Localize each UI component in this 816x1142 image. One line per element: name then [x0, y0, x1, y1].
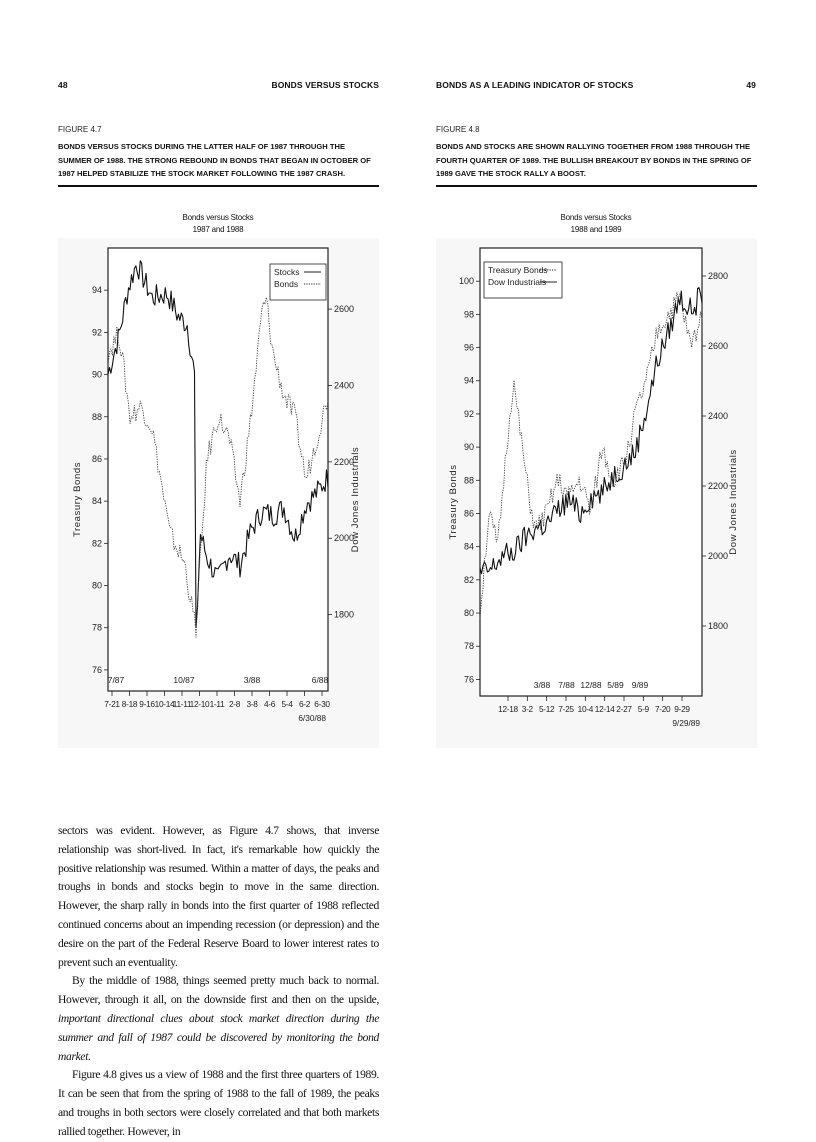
- caption-rule-right: [436, 185, 757, 187]
- c1-y-tick-label: 76: [463, 674, 474, 685]
- paragraph-2: [58, 972, 379, 1066]
- page-number-right: 49: [746, 80, 756, 90]
- c1-end-date-label: 9/29/89: [672, 718, 700, 728]
- figure-caption-4-8: BONDS AND STOCKS ARE SHOWN RALLYING TOGETHER FROM 1988 THROUGH THE FOURTH QUARTER OF 1989. THE BULLISH BREAKOUT BY BONDS IN THE SPRING OF 1989 GAVE THE STOCK RALLY A BOOST.: [436, 142, 752, 178]
- c0-y2-tick-label: 2000: [334, 533, 355, 544]
- c1-y2-tick-label: 2200: [708, 481, 729, 491]
- c1-month-label: 12/88: [580, 680, 602, 690]
- c0-y-tick-label: 90: [91, 369, 102, 380]
- c0-x-tick-label: 6-2: [298, 699, 311, 709]
- c1-x-tick-label: 7-20: [654, 704, 671, 714]
- c1-y2-tick-label: 2000: [708, 551, 729, 561]
- c1-y-tick-label: 92: [463, 408, 474, 419]
- c0-y2-tick-label: 2600: [334, 304, 355, 315]
- c1-y2-tick-label: 2400: [708, 411, 729, 421]
- paragraph-3: Figure 4.8 gives us a view of 1988 and the first three quarters of 1989. It can be seen that from the spring of 1988 to the fall of 1989, the peaks and troughs in both sectors were closely correlated and that both markets rallied together. However, in: [58, 1068, 379, 1138]
- c0-y-tick-label: 88: [91, 411, 102, 422]
- c1-y-tick-label: 88: [463, 475, 474, 486]
- c1-y-tick-label: 100: [458, 276, 474, 287]
- c1-y2-tick-label: 1800: [708, 621, 729, 631]
- c1-y2-tick-label: 2800: [708, 271, 729, 281]
- c0-x-tick-label: 6-30: [314, 699, 330, 709]
- c0-x-tick-label: 1-11: [209, 699, 225, 709]
- body-text: [58, 822, 379, 1142]
- c0-x-tick-label: 8-18: [121, 699, 138, 709]
- c0-x-tick-label: 2-8: [228, 699, 241, 709]
- c1-y-tick-label: 78: [463, 641, 474, 652]
- c1-plot-frame: [480, 248, 702, 696]
- figure-label-4-7: FIGURE 4.7: [58, 125, 102, 134]
- chart-title-left-line2: 1987 and 1988: [192, 225, 244, 234]
- chart-title-right: [546, 212, 646, 236]
- page-number-left: 48: [58, 80, 68, 90]
- c1-y-tick-label: 80: [463, 608, 474, 619]
- c0-x-tick-label: 7-21: [104, 699, 120, 709]
- c0-y-tick-label: 78: [91, 622, 102, 633]
- c1-y-axis-label: Treasury Bonds: [448, 464, 459, 540]
- c1-x-tick-label: 9-29: [674, 704, 690, 714]
- c1-y-tick-label: 96: [463, 342, 474, 353]
- c1-x-tick-label: 3-2: [521, 704, 533, 714]
- c0-y2-tick-label: 1800: [334, 609, 355, 620]
- c0-month-label: 10/87: [173, 675, 195, 685]
- c1-x-tick-label: 12-18: [498, 704, 518, 714]
- c0-y2-tick-label: 2400: [334, 380, 355, 391]
- c1-legend-label: Dow Industrials: [488, 277, 547, 287]
- c1-legend-label: Treasury Bonds: [488, 265, 548, 275]
- c0-x-tick-label: 11-11: [172, 699, 192, 709]
- caption-rule-left: [58, 185, 379, 187]
- chart-title-left-line1: Bonds versus Stocks: [182, 213, 254, 222]
- c1-month-label: 3/88: [533, 680, 551, 690]
- c1-y2-axis-label: Dow Jones Industrials: [728, 449, 739, 555]
- c1-y2-tick-label: 2600: [708, 341, 729, 351]
- c0-x-tick-label: 10-14: [154, 699, 175, 709]
- c0-month-label: 7/87: [107, 675, 125, 685]
- c1-x-tick-label: 7-25: [558, 704, 574, 714]
- c0-month-label: 3/88: [243, 675, 261, 685]
- c0-end-date-label: 6/30/88: [298, 713, 326, 723]
- c1-x-tick-label: 2-27: [616, 704, 632, 714]
- paragraph-2-emphasis: important directional clues about stock market direction during the summer and fall of 1987 could be discovered by monitoring the bond market.: [58, 1011, 379, 1063]
- c0-y-tick-label: 92: [91, 327, 102, 338]
- c1-y-tick-label: 82: [463, 574, 474, 585]
- c0-y2-tick-label: 2200: [334, 456, 355, 467]
- c0-x-tick-label: 12-10: [189, 699, 210, 709]
- chart-title-left: [168, 212, 268, 236]
- figure-caption-4-7: BONDS VERSUS STOCKS DURING THE LATTER HALF OF 1987 THROUGH THE SUMMER OF 1988. THE STRONG REBOUND IN BONDS THAT BEGAN IN OCTOBER OF 1987 HELPED STABILIZE THE STOCK MARKET FOLLOWING THE 1987 CRASH.: [58, 142, 371, 178]
- c1-y-tick-label: 84: [463, 541, 474, 552]
- c0-x-tick-label: 9-16: [139, 699, 155, 709]
- running-head-right: BONDS AS A LEADING INDICATOR OF STOCKS: [436, 80, 634, 90]
- c0-y2-axis-label: Dow Jones Industrials: [350, 446, 361, 553]
- paragraph-2-start: By the middle of 1988, things seemed pretty much back to normal. However, through it all, on the downside first and then on the upside,: [58, 974, 379, 1007]
- c0-x-tick-label: 4-6: [263, 699, 276, 709]
- chart-bonds-vs-stocks-1987-1988: [58, 238, 379, 748]
- c1-y-tick-label: 86: [463, 508, 474, 519]
- c0-legend-label: Stocks: [274, 267, 300, 277]
- c1-y-tick-label: 94: [463, 375, 474, 386]
- paragraph-1: sectors was evident. However, as Figure 4.7 shows, that inverse relationship was short-lived. In fact, it's remarkable how quickly the positive relationship was resumed. Within a matter of days, the peaks and troughs in bonds and stocks begin to move in the same direction. However, the sharp rally in bonds into the first quarter of 1988 reflected continued concerns about an impending recession (or depression) and the desire on the part of the Federal Reserve Board to lower interest rates to prevent such an eventuality.: [58, 824, 379, 969]
- c0-y-tick-label: 82: [91, 538, 102, 549]
- running-head-left: BONDS VERSUS STOCKS: [271, 80, 379, 90]
- figure-label-4-8: FIGURE 4.8: [436, 125, 480, 134]
- c0-legend-label: Bonds: [274, 279, 299, 289]
- chart-title-right-line1: Bonds versus Stocks: [560, 213, 632, 222]
- c0-month-label: 6/88: [311, 675, 329, 685]
- c1-x-tick-label: 5-12: [538, 704, 555, 714]
- c1-month-label: 7/88: [558, 680, 575, 690]
- c0-x-tick-label: 5-4: [281, 699, 293, 709]
- c0-y-tick-label: 84: [91, 496, 102, 507]
- c0-y-tick-label: 86: [91, 453, 102, 464]
- chart-bonds-vs-stocks-1988-1989: [436, 238, 757, 748]
- c0-y-tick-label: 94: [91, 285, 102, 296]
- c1-y-tick-label: 98: [463, 309, 474, 320]
- c1-x-tick-label: 12-14: [594, 704, 615, 714]
- c1-x-tick-label: 10-4: [577, 704, 594, 714]
- chart-title-right-line2: 1988 and 1989: [570, 225, 622, 234]
- c1-x-tick-label: 5-9: [637, 704, 649, 714]
- c0-y-axis-label: Treasury Bonds: [72, 461, 83, 538]
- c0-y-tick-label: 76: [91, 664, 102, 675]
- c1-y-tick-label: 90: [463, 442, 474, 453]
- c1-month-label: 9/89: [631, 680, 649, 690]
- c0-y-tick-label: 80: [91, 580, 102, 591]
- c0-plot-frame: [108, 248, 328, 691]
- c0-x-tick-label: 3-8: [246, 699, 258, 709]
- c1-month-label: 5/89: [607, 680, 624, 690]
